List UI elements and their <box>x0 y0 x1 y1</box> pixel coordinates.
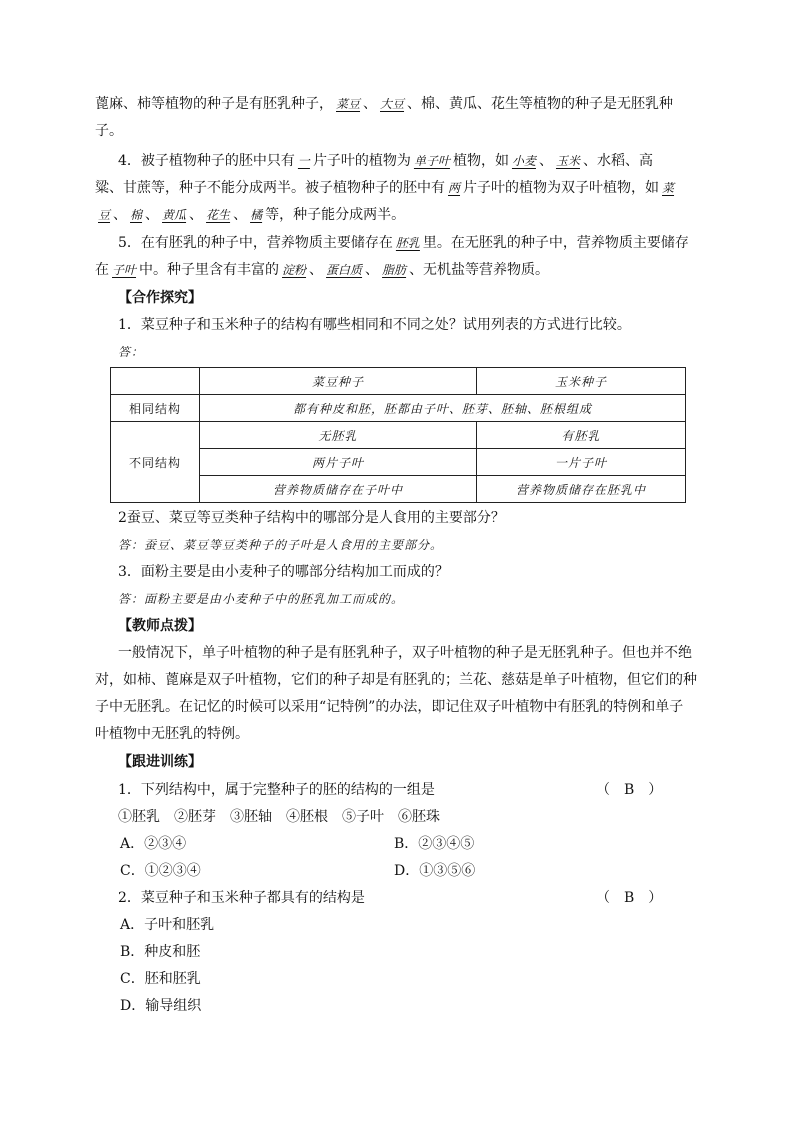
text: 4．被子植物种子的胚中只有 <box>118 153 295 169</box>
text: 、无机盐等营养物质。 <box>409 262 550 278</box>
cq2-answer: 答：蚕豆、菜豆等豆类种子的子叶是人食用的主要部分。 <box>118 538 444 552</box>
cq2-question: 2蚕豆、菜豆等豆类种子结构中的哪部分是人食用的主要部分？ <box>118 510 505 526</box>
section-heading-teacher: 【教师点拨】 <box>118 618 202 634</box>
p1-option-b: B．②③④⑤ <box>394 836 475 852</box>
q5-line-2 <box>95 260 705 280</box>
table-cell: 一片子叶 <box>477 449 686 476</box>
text: 5．在有胚乳的种子中，营养物质主要储存在 <box>118 235 393 251</box>
q4-line-3 <box>95 205 705 225</box>
blank-answer: 单子叶 <box>413 154 450 168</box>
table-cell: 无胚乳 <box>200 422 477 449</box>
blank-answer: 一 <box>297 154 310 168</box>
blank-answer: 大豆 <box>380 97 405 111</box>
text: 等，种子能分成两半。 <box>265 207 406 223</box>
p1-answer: （ B ） <box>596 782 663 798</box>
comparison-table <box>110 367 686 503</box>
teacher-line-2: 对，如柿、蓖麻是双子叶植物，它们的种子却是有胚乳的；兰花、慈菇是单子叶植物，但它们的种 <box>95 672 697 688</box>
table-cell-same: 都有种皮和胚，胚都由子叶、胚芽、胚轴、胚根组成 <box>200 395 686 422</box>
text: 植物，如 <box>452 153 509 169</box>
p1-option-a: A．②③④ <box>120 836 187 852</box>
text: 蓖麻、柿等植物的种子是有胚乳种子， <box>95 96 333 112</box>
q4-line-1 <box>118 151 728 171</box>
p1-option-d: D．①③⑤⑥ <box>394 863 476 879</box>
p2-option-b: B．种皮和胚 <box>120 944 201 960</box>
blank-answer: 黄瓜 <box>162 208 187 222</box>
text: 、 <box>233 207 248 223</box>
text: 粱、甘蔗等，种子不能分成两半。被子植物种子的胚中有 <box>95 180 445 196</box>
table-row <box>111 368 686 395</box>
p1-items: ①胚乳 ②胚芽 ③胚轴 ④胚根 ⑤子叶 ⑥胚珠 <box>118 809 440 825</box>
table-cell: 营养物质储存在子叶中 <box>200 476 477 503</box>
blank-answer: 小麦 <box>511 154 536 168</box>
blank-answer: 豆 <box>98 208 111 222</box>
blank-answer: 淀粉 <box>282 263 307 277</box>
text: 、 <box>145 207 160 223</box>
table-label-diff: 不同结构 <box>111 422 200 503</box>
cq1-answer-label: 答： <box>118 345 145 359</box>
text: 、棉、黄瓜、花生等植物的种子是无胚乳种 <box>407 96 674 112</box>
text: 、 <box>538 153 553 169</box>
text: 、 <box>113 207 128 223</box>
p1-option-c: C．①②③④ <box>120 863 201 879</box>
p2-option-c: C．胚和胚乳 <box>120 971 201 987</box>
text: 子。 <box>95 123 123 139</box>
table-cell-empty <box>111 368 200 395</box>
teacher-line-3: 子中无胚乳。在记忆的时候可以采用“记特例”的办法，即记住双子叶植物中有胚乳的特例和单子 <box>95 699 684 715</box>
text: 片子叶的植物为 <box>312 153 411 169</box>
text: 中。种子里含有丰富的 <box>139 262 280 278</box>
cq3-answer: 答：面粉主要是由小麦种子中的胚乳加工而成的。 <box>118 592 405 606</box>
blank-answer: 子叶 <box>112 263 137 277</box>
table-label-same: 相同结构 <box>111 395 200 422</box>
text: 、 <box>363 96 378 112</box>
teacher-line-4: 叶植物中无胚乳的特例。 <box>95 726 249 742</box>
cq3-question: 3．面粉主要是由小麦种子的哪部分结构加工而成的？ <box>118 564 449 580</box>
blank-answer: 花生 <box>206 208 231 222</box>
text: 、水稻、高 <box>582 153 653 169</box>
teacher-line-1: 一般情况下，单子叶植物的种子是有胚乳种子，双子叶植物的种子是无胚乳种子。但也并不绝 <box>118 645 692 661</box>
text: 、 <box>189 207 204 223</box>
cq1-question: 1．菜豆种子和玉米种子的结构有哪些相同和不同之处？试用列表的方式进行比较。 <box>118 317 631 333</box>
text: 片子叶的植物为双子叶植物，如 <box>463 180 660 196</box>
table-cell: 有胚乳 <box>477 422 686 449</box>
p2-option-a: A．子叶和胚乳 <box>120 917 215 933</box>
p2-option-d: D．输导组织 <box>120 998 202 1014</box>
table-cell: 两片子叶 <box>200 449 477 476</box>
p1-question: 1．下列结构中，属于完整种子的胚的结构的一组是 <box>118 782 435 798</box>
blank-answer: 胚乳 <box>395 236 420 250</box>
p2-question: 2．菜豆种子和玉米种子都具有的结构是 <box>118 890 365 906</box>
blank-answer: 棉 <box>130 208 143 222</box>
text: 里。在无胚乳的种子中，营养物质主要储存 <box>422 235 689 251</box>
table-header-corn: 玉米种子 <box>477 368 686 395</box>
p2-answer: （ B ） <box>596 890 663 906</box>
text: 、 <box>309 262 324 278</box>
blank-answer: 橘 <box>250 208 263 222</box>
q4-line-2 <box>95 178 705 198</box>
text: 在 <box>95 262 109 278</box>
section-heading-cooperate: 【合作探究】 <box>118 290 202 306</box>
blank-answer: 菜 <box>662 181 675 195</box>
text: 、 <box>365 262 380 278</box>
table-header-bean: 菜豆种子 <box>200 368 477 395</box>
blank-answer: 两 <box>448 181 461 195</box>
table-row <box>111 422 686 449</box>
section-heading-practice: 【跟进训练】 <box>118 754 202 770</box>
blank-answer: 蛋白质 <box>326 263 363 277</box>
blank-answer: 菜豆 <box>336 97 361 111</box>
blank-answer: 脂肪 <box>382 263 407 277</box>
q5-line-1 <box>118 233 728 253</box>
blank-answer: 玉米 <box>555 154 580 168</box>
table-row <box>111 395 686 422</box>
table-cell: 营养物质储存在胚乳中 <box>477 476 686 503</box>
intro-line-2 <box>95 121 705 141</box>
intro-line-1 <box>95 94 705 114</box>
